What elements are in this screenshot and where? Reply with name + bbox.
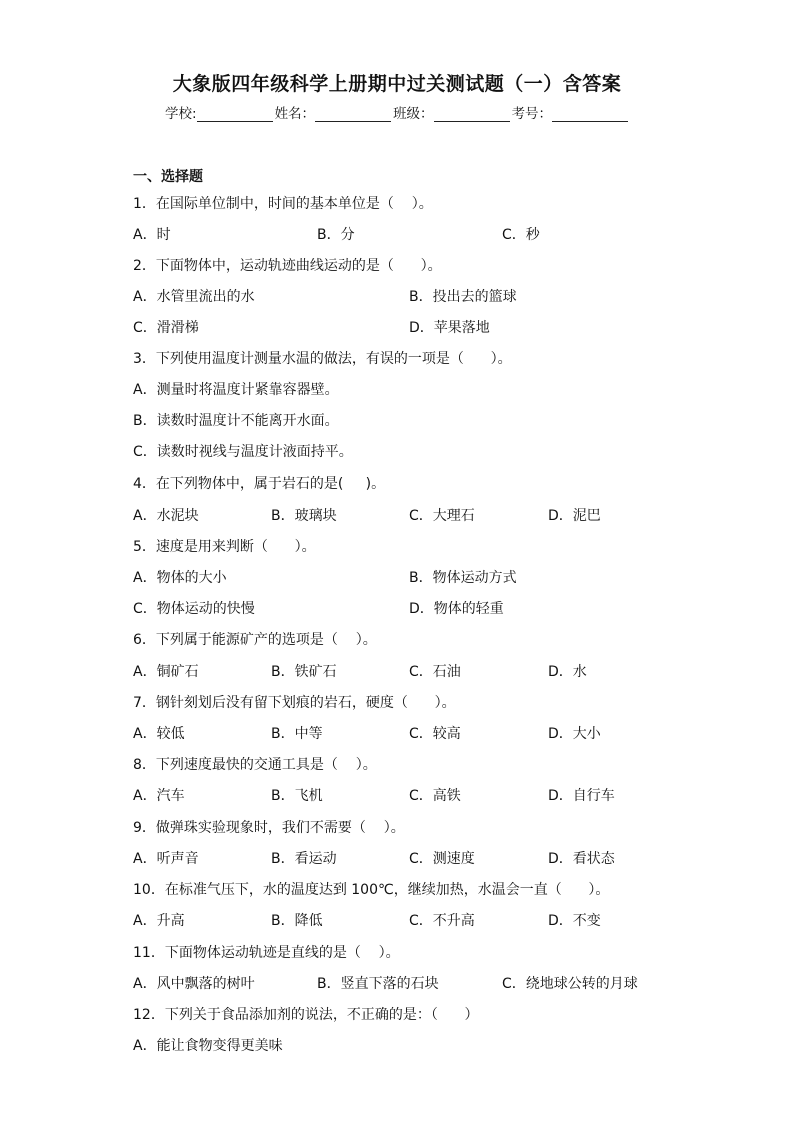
option-7d: D．大小: [548, 726, 601, 742]
option-9d: D．看状态: [548, 851, 615, 867]
option-8c: C．高铁: [409, 788, 461, 804]
option-4c: C．大理石: [409, 508, 475, 524]
option-6d: D．水: [548, 664, 587, 680]
class-label: 班级：: [393, 106, 434, 122]
option-8d: D．自行车: [548, 788, 615, 804]
question-3: 3．下列使用温度计测量水温的做法，有误的一项是（ ）。: [133, 351, 512, 367]
name-label: 姓名：: [274, 106, 316, 122]
page-title: 大象版四年级科学上册期中过关测试题（一）含答案: [172, 73, 622, 95]
option-6b: B．铁矿石: [271, 664, 337, 680]
question-6: 6．下列属于能源矿产的选项是（ ）。: [133, 632, 377, 648]
option-2d: D．苹果落地: [409, 320, 490, 336]
option-8b: B．飞机: [271, 788, 323, 804]
option-9c: C．测速度: [409, 851, 475, 867]
option-6a: A．铜矿石: [133, 664, 199, 680]
option-11b: B．竖直下落的石块: [317, 976, 439, 992]
option-3a: A．测量时将温度计紧靠容器壁。: [133, 382, 339, 398]
school-blank: [197, 107, 273, 122]
question-1: 1．在国际单位制中，时间的基本单位是（ ）。: [133, 196, 433, 212]
option-1a: A．时: [133, 227, 171, 243]
question-11: 11．下面物体运动轨迹是直线的是（ ）。: [133, 945, 400, 961]
option-7a: A．较低: [133, 726, 185, 742]
option-2c: C．滑滑梯: [133, 320, 199, 336]
option-5c: C．物体运动的快慢: [133, 601, 255, 617]
number-blank: [552, 107, 628, 122]
option-3b: B．读数时温度计不能离开水面。: [133, 413, 339, 429]
option-10b: B．降低: [271, 913, 323, 929]
option-4a: A．水泥块: [133, 508, 199, 524]
option-2b: B．投出去的篮球: [409, 289, 517, 305]
option-10c: C．不升高: [409, 913, 475, 929]
question-8: 8．下列速度最快的交通工具是（ ）。: [133, 757, 377, 773]
option-9b: B．看运动: [271, 851, 337, 867]
option-5a: A．物体的大小: [133, 570, 227, 586]
question-4: 4．在下列物体中，属于岩石的是( )。: [133, 476, 386, 492]
section-heading: 一、选择题: [133, 169, 203, 185]
option-1c: C．秒: [502, 227, 540, 243]
option-10a: A．升高: [133, 913, 185, 929]
option-8a: A．汽车: [133, 788, 185, 804]
option-1b: B．分: [317, 227, 355, 243]
class-blank: [434, 107, 510, 122]
option-11a: A．风中飘落的树叶: [133, 976, 255, 992]
option-2a: A．水管里流出的水: [133, 289, 255, 305]
student-info-line: [165, 102, 630, 122]
question-12: 12．下列关于食品添加剂的说法，不正确的是：（ ）: [133, 1007, 479, 1023]
option-10d: D．不变: [548, 913, 601, 929]
option-12a: A．能让食物变得更美味: [133, 1038, 283, 1054]
option-11c: C．绕地球公转的月球: [502, 976, 638, 992]
option-6c: C．石油: [409, 664, 461, 680]
option-9a: A．听声音: [133, 851, 199, 867]
option-7b: B．中等: [271, 726, 323, 742]
question-2: 2．下面物体中，运动轨迹曲线运动的是（ ）。: [133, 258, 442, 274]
question-5: 5．速度是用来判断（ ）。: [133, 539, 316, 555]
name-blank: [315, 107, 391, 122]
option-4b: B．玻璃块: [271, 508, 337, 524]
option-7c: C．较高: [409, 726, 461, 742]
question-9: 9．做弹珠实验现象时，我们不需要（ ）。: [133, 820, 405, 836]
question-7: 7．钢针刻划后没有留下划痕的岩石，硬度（ ）。: [133, 695, 456, 711]
number-label: 考号：: [511, 106, 553, 122]
question-10: 10．在标准气压下，水的温度达到 100℃，继续加热，水温会一直（ ）。: [133, 882, 610, 898]
school-label: 学校:: [165, 106, 197, 122]
option-5d: D．物体的轻重: [409, 601, 504, 617]
option-5b: B．物体运动方式: [409, 570, 517, 586]
option-4d: D．泥巴: [548, 508, 601, 524]
option-3c: C．读数时视线与温度计液面持平。: [133, 444, 353, 460]
